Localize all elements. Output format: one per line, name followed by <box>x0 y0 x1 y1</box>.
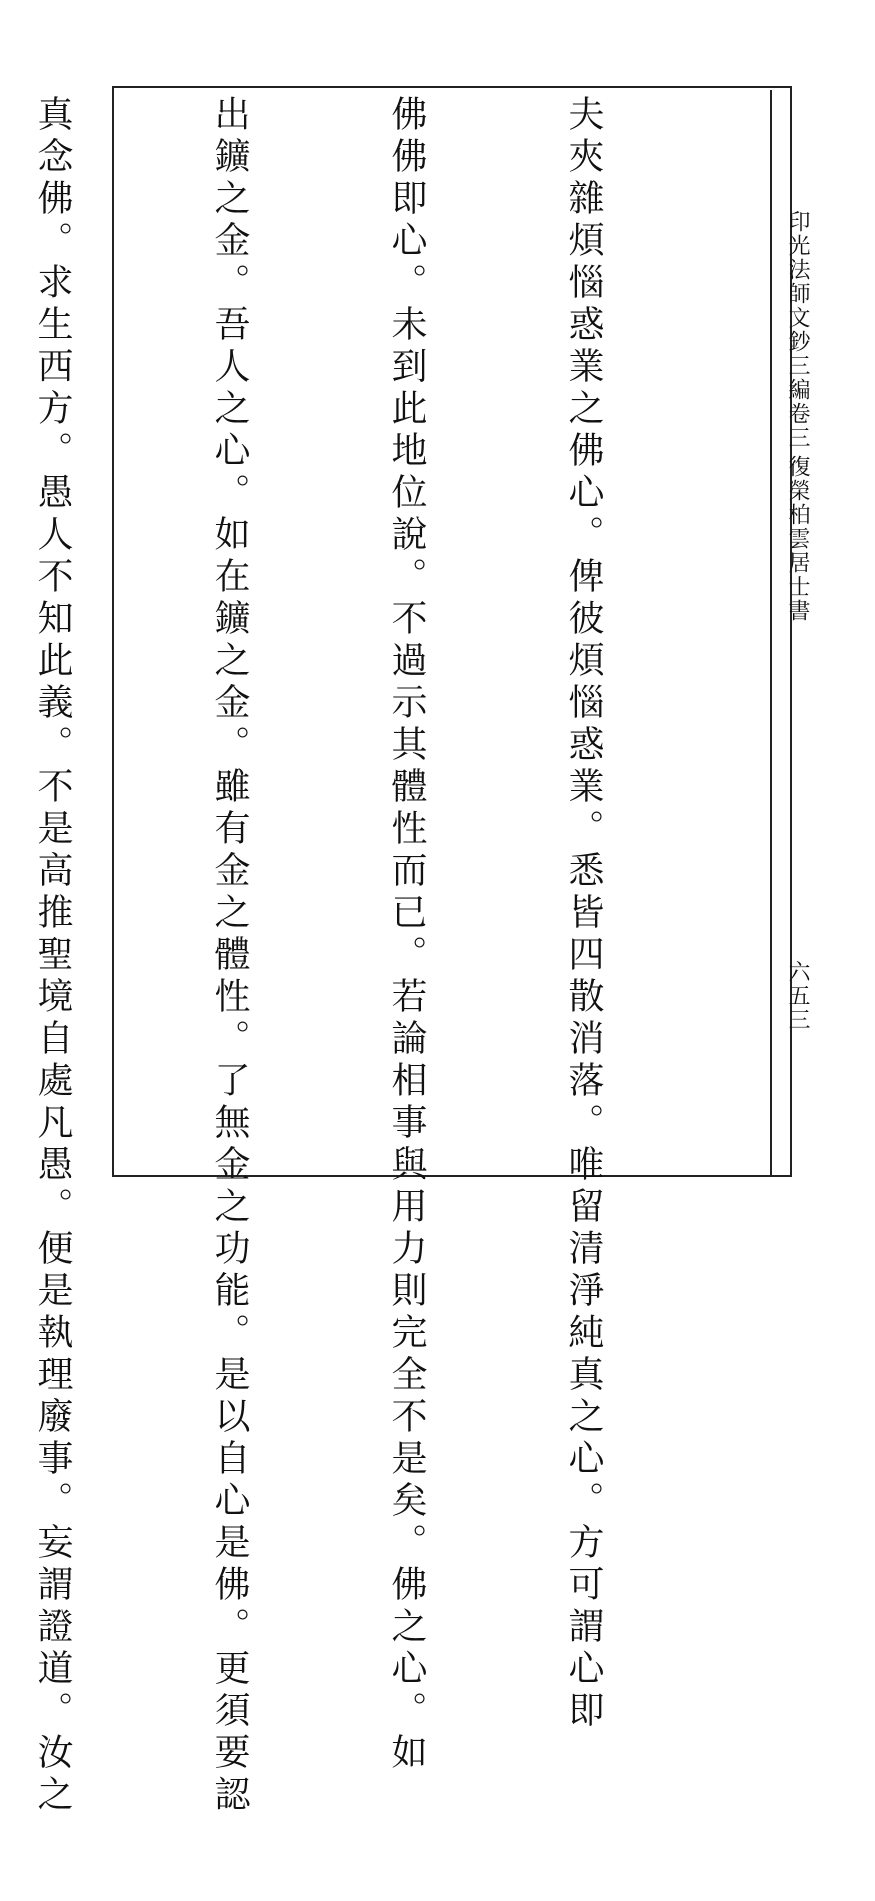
margin-divider <box>770 90 772 1177</box>
page-number: 六五三 <box>785 960 810 1032</box>
text-line: 夫夾雜煩惱惑業之佛心。俾彼煩惱惑業。悉皆四散消落。唯留清淨純真之心。方可謂心即 <box>563 95 604 1733</box>
text-line: 真念佛。求生西方。愚人不知此義。不是高推聖境自處凡愚。便是執理廢事。妄謂證道。汝之 <box>32 95 73 1817</box>
text-line: 佛佛即心。未到此地位說。不過示其體性而已。若論相事與用力則完全不是矣。佛之心。如 <box>386 95 427 1775</box>
text-line: 出鑛之金。吾人之心。如在鑛之金。雖有金之體性。了無金之功能。是以自心是佛。更須要認 <box>209 95 250 1817</box>
section-title: 復榮柏雲居士書 <box>785 455 810 623</box>
body-text <box>32 95 731 1817</box>
book-title: 印光法師文鈔三編卷三 <box>785 210 810 450</box>
